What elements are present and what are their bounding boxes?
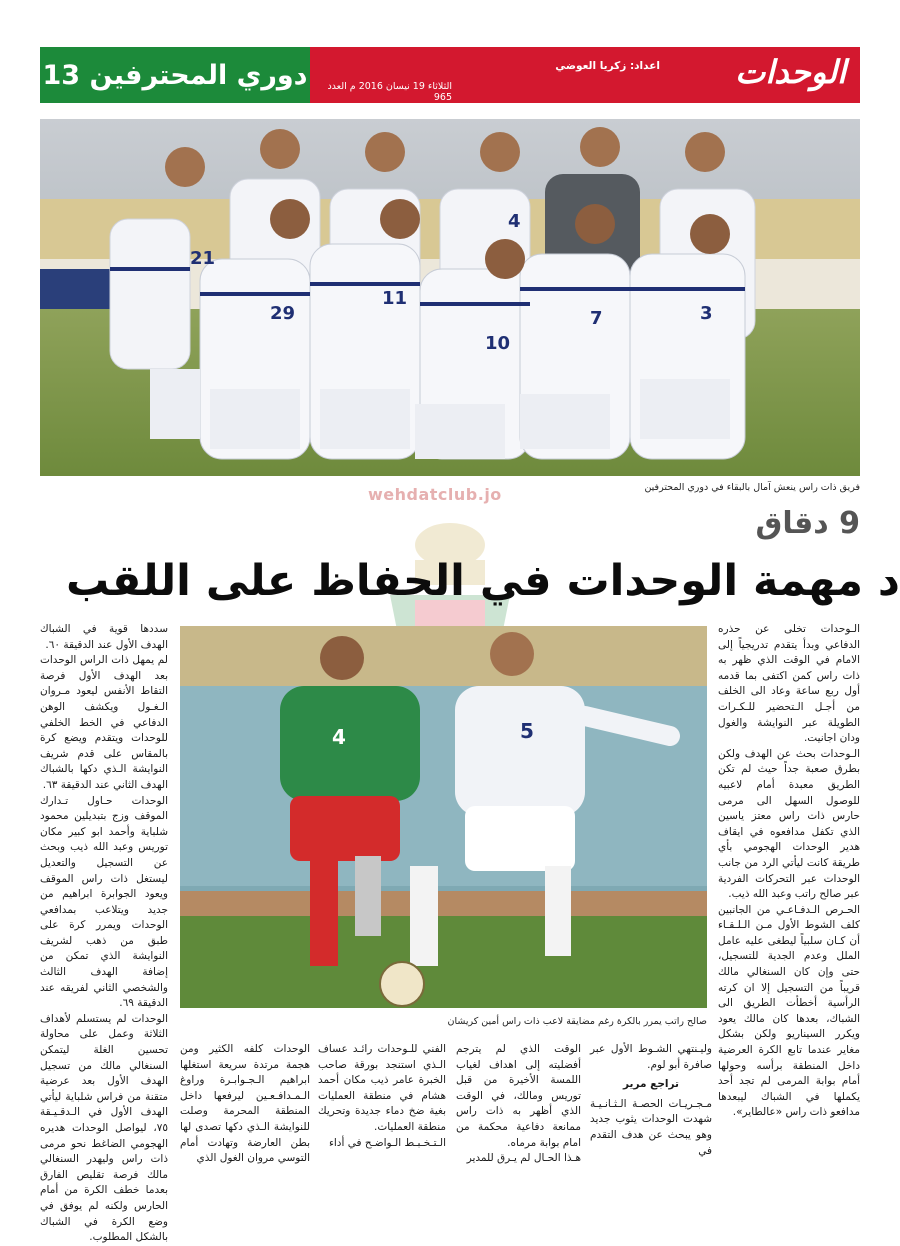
paragraph: سددها قوية في الشباك الهدف الأول عند الدقيقة ٦٠.: [40, 623, 168, 651]
paragraph: الوحدات حـاول تـدارك الموقف وزج بتبديلين محمود شلباية وأحمد ابو كبير مكان توريس وعبد الله ذيب وبحث عن التسجيل والتعديل ليستغل ذات راس الموقف ويعود الجوابرة ابراهيم من جديد ويتلاعب بمدافعي الوحدات ويمرر كرة على طبق من ذهب لشريف النوايشة الذي تمكن من إضافة الهدف الثالث والشخصي الثاني لفريقه عند الدقيقة ٦٩.: [40, 794, 168, 1010]
shirt-number: 4: [508, 211, 521, 232]
issue-date: الثلاثاء 19 نيسان 2016 م العدد 965: [327, 81, 452, 103]
article-column-bottom-4: [180, 1042, 310, 1167]
match-photo-caption: صالح راتب يمرر بالكرة رغم مضايقة لاعب ذات راس أمين كريشان: [447, 1016, 707, 1027]
paragraph: لم يمهل ذات الراس الوحدات بعد الهدف الأول فرصة التقاط الأنفس ليعود مـروان الـغـول ويكشف الوهن الدفاعي في الخط الخلفي للوحدات ويتقدم ويضع كرة بالمقاس على قدم شريف النوايشة الـذي دكها بالشباك الهدف الثاني عند الدقيقة ٦٣.: [40, 654, 168, 791]
subheading: تراجع مرير: [623, 1078, 679, 1091]
shirt-number: 11: [382, 288, 408, 309]
paragraph: الـتـخـبـط الـواضـح في أداء: [328, 1136, 446, 1149]
shirt-number: 5: [520, 719, 534, 743]
paragraph: الوحدات كلفه الكثير ومن هجمة مرتدة سريعة استغلها ابراهيم الـجـوابـرة وراوغ الـمـدافـعـين ليرفعها داخل المنطقة المحرمة وصلت للنوايشة الـذي دكها تصدى لها بطن العارضة وتهادت أمام التوسي مروان الغول الذي: [180, 1043, 310, 1165]
newspaper-logo: الوحدات: [735, 53, 846, 91]
paragraph: الوحدات لم يستسلم لأهداف الثلاثة وعمل على محاولة تحسين الغلة ليتمكن السنغالي مالك من تسجيل الهدف الأول بعد عرضية متقنة من فراس شلباية ليأتي الهدف الأول في الـدقـيـقة ٧٥، ليواصل الوحدات هديره الهجومي الضاغط نحو مرمى ذات راس وليهدر السنغالي مالك فرصة تقليص الفارق بعدما خطف الكرة من أمام الحارس ولكنه لم يوفق في وضع الكرة في الشباك بالشكل المطلوب.: [40, 1012, 168, 1244]
article-column-right: [718, 622, 860, 1162]
article-kicker: 9 دقاق: [755, 506, 860, 541]
paragraph: هـذا الحـال لم يـرق للمدير: [466, 1152, 581, 1165]
paragraph: الوقت الذي لم يترجم أفضليته إلى اهداف لغياب اللمسة الأخيرة من قبل توريس ومالك، في الوقت الذي أظهر به ذات راس ممانعة دفاعية محكمة من امام بوابة مرماه.: [456, 1043, 581, 1149]
article-column-bottom-2: [456, 1042, 581, 1167]
team-photo: [40, 119, 860, 476]
match-photo: [180, 626, 707, 1008]
editor-credit: اعداد: زكريا العوضي: [555, 60, 660, 72]
article-headline: د مهمة الوحدات في الحفاظ على اللقب: [65, 556, 900, 606]
shirt-number: 29: [270, 303, 296, 324]
paragraph: وليـنتهي الشـوط الأول عبر صافرة أبو لوم.: [590, 1043, 712, 1071]
paragraph: مـجـريـات الحصـة الـثـانـيـة شهدت الوحدات يثوب جديد وهو يبحث عن هدف التقدم في: [590, 1097, 712, 1157]
shirt-number: 4: [332, 725, 346, 749]
header-red-band: [310, 47, 860, 103]
shirt-number: 3: [700, 303, 713, 324]
shirt-number: 21: [190, 248, 216, 269]
paragraph: الـوحدات بحث عن الهدف ولكن بطرق صعبة جداً حيث لم تكن الطريق معبدة أمام لاعبيه للوصول السهل الى مرمى حارس ذات راس معتز ياسين الذي تكفل مدافعوه في ايقاف هدير الوحدات الهجومي بأي طريقة كانت ليأتي الرد من جانب الوحدات عبر التحركات الفردية عبر صالح راتب وعبد الله ذيب.: [718, 747, 860, 901]
shirt-number: 10: [485, 333, 511, 354]
watermark-url: wehdatclub.jo: [368, 485, 502, 504]
paragraph: الـوحدات تخلى عن حذره الدفاعي وبدأ يتقدم تدريجياً إلى الامام في الوقت الذي ظهر به ذات راس كمن اكتفى بما قدمه أول ربع ساعة وعاد الى الخلف من أجـل الـتحضير للـكـرات الطويلة عبر النوايشة والغول ودان اجانيت.: [718, 623, 860, 745]
article-column-left: [40, 622, 168, 1244]
paragraph: الحـرص الـدفـاعـي من الجانبين كلف الشوط الأول مـن الـلـقـاء أن كـان سلبياً ليطغى عليه عامل الملل وعدم الجدية للتسجيل، حتى وإن كان السنغالي مالك قريباً من التسجيل إلا ان كرته الرأسية أخطأت الطريق الى الشباك، بعدها كان مالك يعود ويكرر السيناريو ولكن بشكل مغاير عندما تابع الكرة العرضية داخل المنطقة برأسه وحولها أمام بوابة المرمى لم تجد أحد يكملها في الشباك ليبعدها مدافعو ذات راس «عالطاير».: [718, 903, 860, 1119]
article-column-bottom-1: [590, 1042, 712, 1167]
page-header: [40, 47, 860, 103]
article-column-bottom-3: [318, 1042, 446, 1167]
team-photo-caption: فريق ذات راس ينعش آمال بالبقاء في دوري المحترفين: [644, 482, 860, 493]
section-title: دوري المحترفين 13: [40, 47, 310, 103]
shirt-number: 7: [590, 308, 603, 329]
paragraph: الفني للـوحدات رائـد عساف الـذي استنجد بورقة صاحب الخبرة عامر ذيب مكان أحمد هشام في منطقة العمليات بغية ضخ دماء جديدة وتحريك منطقة العمليات.: [318, 1043, 446, 1133]
